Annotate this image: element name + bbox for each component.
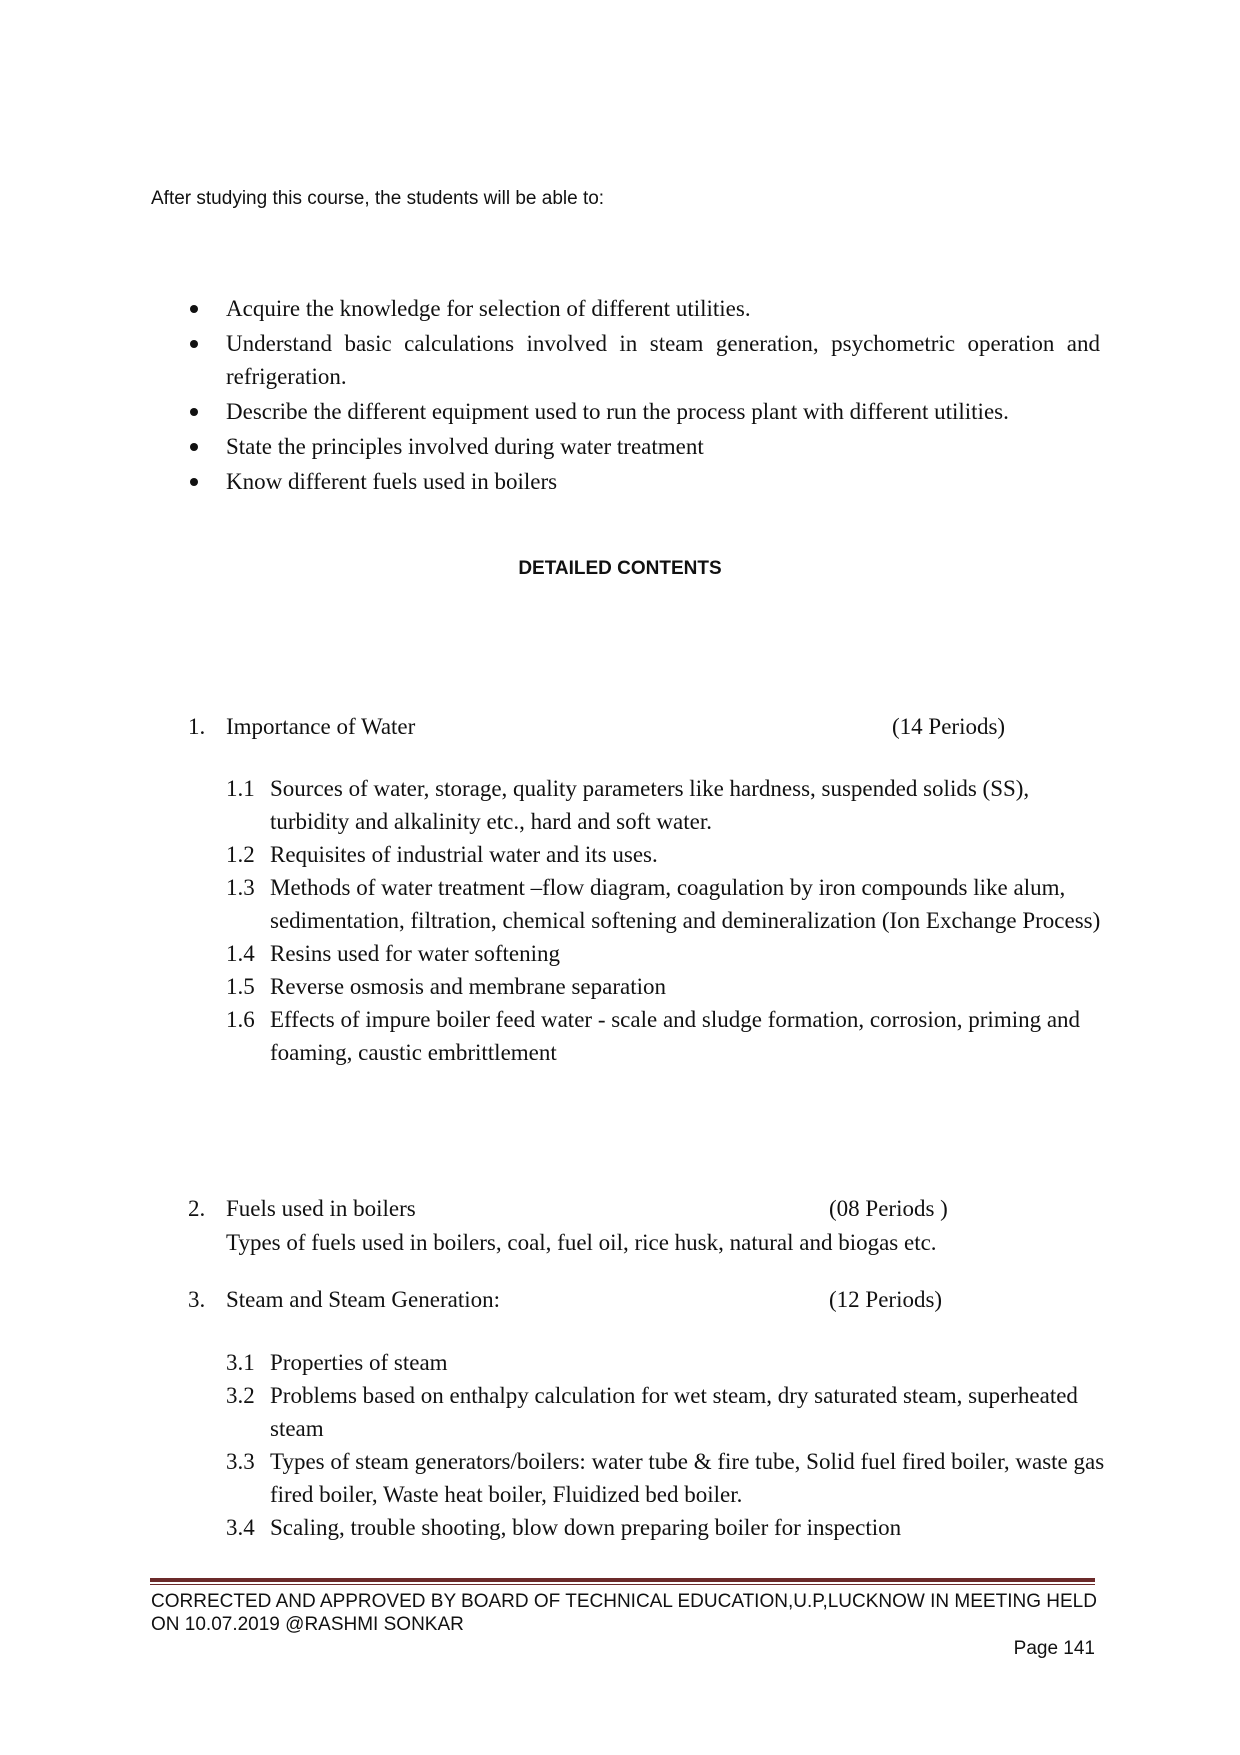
footer-divider-thin: [150, 1584, 1095, 1585]
outcomes-list: [190, 292, 1100, 500]
unit-2-periods: (08 Periods ): [829, 1196, 948, 1221]
bullet-icon: [190, 340, 198, 348]
footer-line-1: CORRECTED AND APPROVED BY BOARD OF TECHNICAL EDUCATION,U.P,LUCKNOW IN MEETING HELD: [151, 1591, 1097, 1612]
unit-2-title: [188, 1192, 416, 1225]
unit-number: 1.: [188, 714, 206, 739]
footer-line-2: ON 10.07.2019 @RASHMI SONKAR: [151, 1614, 464, 1635]
unit-number: 2.: [188, 1196, 206, 1221]
unit-title: Importance of Water: [226, 714, 416, 739]
subtopic-item: 3.4 Scaling, trouble shooting, blow down preparing boiler for inspection: [226, 1515, 902, 1540]
footer-divider: [150, 1578, 1095, 1582]
unit-title: Fuels used in boilers: [226, 1196, 416, 1221]
unit-1-subtopics: [226, 772, 1106, 1069]
subtopic-item: 3.3 Types of steam generators/boilers: water tube & fire tube, Solid fuel fired boiler, waste gas fired boiler, Waste heat boiler, Fluidized bed boiler.: [226, 1449, 1105, 1507]
outcome-item: Acquire the knowledge for selection of different utilities.: [190, 292, 1100, 325]
bullet-icon: [190, 478, 198, 486]
unit-3-title: [188, 1283, 500, 1316]
subtopic-item: 1.3 Methods of water treatment –flow diagram, coagulation by iron compounds like alum, sedimentation, filtration, chemical softening and demineralization (Ion Exchange Process): [226, 875, 1101, 933]
outcome-item: Know different fuels used in boilers: [190, 465, 1100, 498]
page-number: Page 141: [1013, 1638, 1095, 1659]
unit-2-description: Types of fuels used in boilers, coal, fuel oil, rice husk, natural and biogas etc.: [226, 1230, 937, 1255]
unit-title: Steam and Steam Generation:: [226, 1287, 501, 1312]
subtopic-item: 1.1 Sources of water, storage, quality parameters like hardness, suspended solids (SS), turbidity and alkalinity etc., hard and soft water.: [226, 776, 1030, 834]
subtopic-item: 1.4 Resins used for water softening: [226, 941, 560, 966]
outcome-item: Describe the different equipment used to run the process plant with different utilities.: [190, 395, 1100, 428]
subtopic-item: 3.2 Problems based on enthalpy calculation for wet steam, dry saturated steam, superheated steam: [226, 1383, 1078, 1441]
bullet-icon: [190, 408, 198, 416]
subtopic-item: 1.2 Requisites of industrial water and its uses.: [226, 842, 658, 867]
subtopic-item: 3.1 Properties of steam: [226, 1350, 448, 1375]
subtopic-item: 1.5 Reverse osmosis and membrane separation: [226, 974, 666, 999]
bullet-icon: [190, 305, 198, 313]
unit-1-title: [188, 710, 415, 743]
intro-text: After studying this course, the students will be able to:: [151, 188, 605, 209]
footer-text: [151, 1590, 1101, 1636]
outcome-item: Understand basic calculations involved in steam generation, psychometric operation and refrigeration.: [190, 327, 1100, 393]
unit-3-subtopics: [226, 1346, 1106, 1544]
subtopic-item: 1.6 Effects of impure boiler feed water - scale and sludge formation, corrosion, priming and foaming, caustic embrittlement: [226, 1007, 1081, 1065]
unit-3-periods: (12 Periods): [829, 1287, 943, 1312]
section-heading: DETAILED CONTENTS: [518, 558, 722, 579]
outcome-item: State the principles involved during water treatment: [190, 430, 1100, 463]
unit-number: 3.: [188, 1287, 206, 1312]
unit-1-periods: (14 Periods): [892, 714, 1006, 739]
bullet-icon: [190, 443, 198, 451]
